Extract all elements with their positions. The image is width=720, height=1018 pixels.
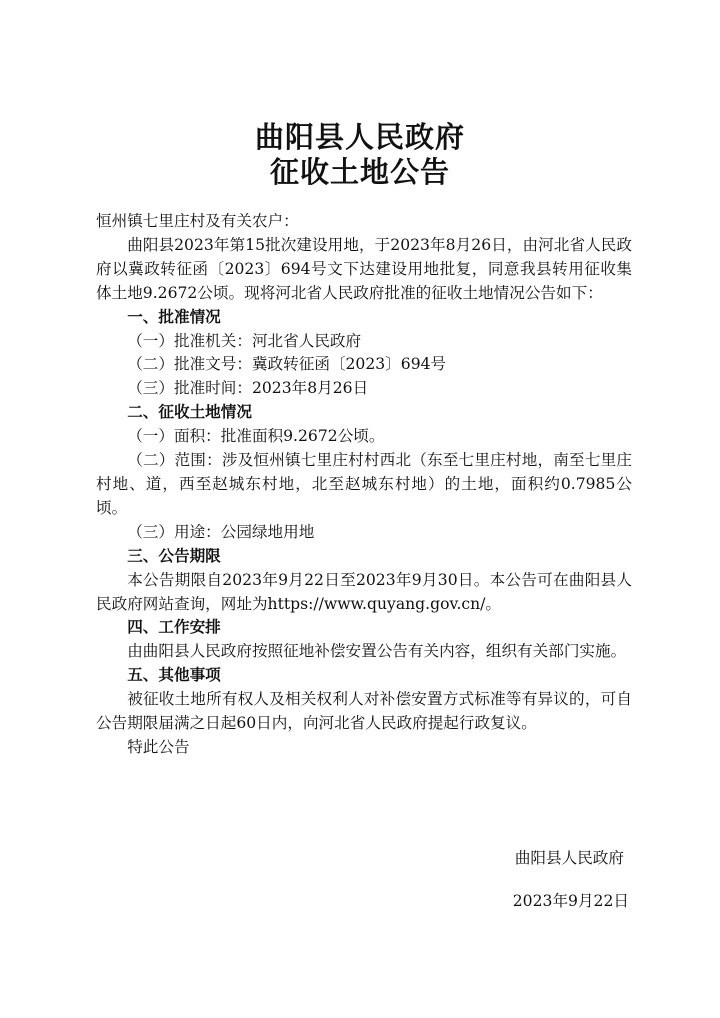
document-title-line1: 曲阳县人民政府 [254, 120, 465, 154]
section2-heading: 二、征收土地情况 [127, 403, 252, 422]
document-body [96, 210, 632, 760]
section5-heading: 五、其他事项 [127, 666, 221, 685]
section4-text: 由曲阳县人民政府按照征地补偿安置公告有关内容，组织有关部门实施。 [127, 642, 627, 661]
intro-paragraph: 曲阳县2023年第15批次建设用地，于2023年8月26日，由河北省人民政府以冀政转征函〔2023〕694号文下达建设用地批复，同意我县转用征收集体土地9.2672公顷。现将河北省人民政府批准的征收土地情况公告如下： [96, 235, 632, 302]
section4-heading: 四、工作安排 [127, 618, 221, 637]
closing-text: 特此公告 [127, 737, 190, 756]
section2-item3: （三）用途：公园绿地用地 [127, 522, 315, 541]
section1-heading: 一、批准情况 [127, 307, 221, 326]
document-title-line2: 征收土地公告 [269, 155, 450, 189]
addressee: 恒州镇七里庄村及有关农户： [96, 212, 299, 230]
signature-date: 2023年9月22日 [512, 892, 629, 910]
section2-item1: （一）面积：批准面积9.2672公顷。 [127, 427, 385, 446]
section3-text: 本公告期限自2023年9月22日至2023年9月30日。本公告可在曲阳县人民政府网站查询，网址为https://www.quyang.gov.cn/。 [96, 570, 632, 613]
section1-item1: （一）批准机关：河北省人民政府 [127, 331, 362, 350]
section2-item2: （二）范围：涉及恒州镇七里庄村村西北（东至七里庄村地，南至七里庄村地、道，西至赵城东村地，北至赵城东村地）的土地，面积约0.7985公顷。 [96, 451, 632, 517]
section5-text: 被征收土地所有权人及相关权利人对补偿安置方式标准等有异议的，可自公告期限届满之日起60日内，向河北省人民政府提起行政复议。 [96, 690, 632, 733]
signature-issuer: 曲阳县人民政府 [514, 849, 624, 867]
section1-item3: （三）批准时间：2023年8月26日 [127, 379, 369, 398]
section1-item2: （二）批准文号：冀政转征函〔2023〕694号 [127, 355, 447, 374]
section3-heading: 三、公告期限 [127, 546, 221, 565]
